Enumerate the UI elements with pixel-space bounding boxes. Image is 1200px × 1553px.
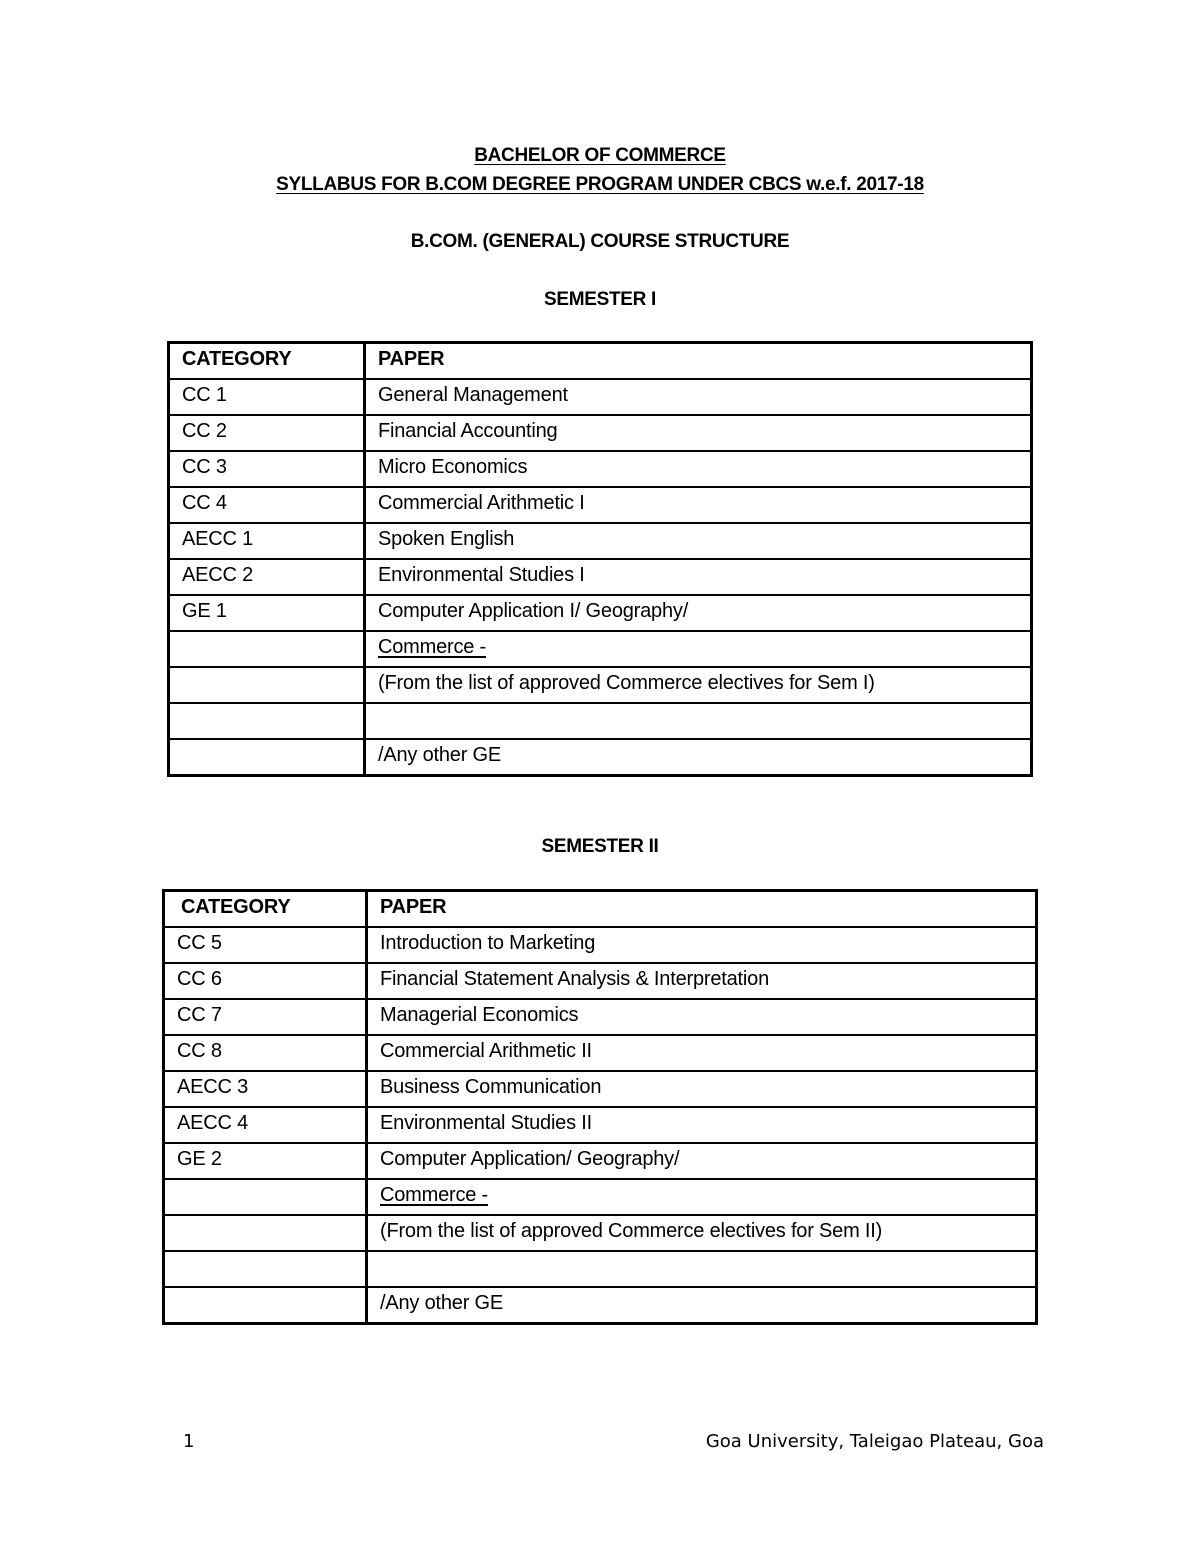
- paper-cell: Micro Economics: [365, 451, 1032, 487]
- category-cell: [169, 667, 365, 703]
- table-row: [164, 1251, 1037, 1287]
- category-cell: CC 3: [169, 451, 365, 487]
- document-subtitle: SYLLABUS FOR B.COM DEGREE PROGRAM UNDER CBCS w.e.f. 2017-18: [276, 174, 924, 195]
- category-cell: AECC 2: [169, 559, 365, 595]
- category-cell: CC 1: [169, 379, 365, 415]
- table-row: [169, 487, 1032, 523]
- column-header-paper: PAPER: [365, 343, 1032, 380]
- paper-cell: Commercial Arithmetic I: [365, 487, 1032, 523]
- category-cell: CC 7: [164, 999, 367, 1035]
- footer-institution: Goa University, Taleigao Plateau, Goa: [705, 1431, 1044, 1452]
- table-row: [169, 595, 1032, 631]
- category-cell: CC 5: [164, 927, 367, 963]
- category-cell: [164, 1251, 367, 1287]
- table-row: [169, 379, 1032, 415]
- paper-cell: Business Communication: [367, 1071, 1037, 1107]
- category-cell: [164, 1287, 367, 1324]
- table-row: [164, 1143, 1037, 1179]
- document-title: BACHELOR OF COMMERCE: [474, 145, 726, 166]
- course-structure-title: B.COM. (GENERAL) COURSE STRUCTURE: [410, 231, 790, 252]
- paper-cell: [365, 703, 1032, 739]
- table-row: [169, 667, 1032, 703]
- table-row: [164, 1107, 1037, 1143]
- paper-cell: General Management: [365, 379, 1032, 415]
- table-row: [164, 999, 1037, 1035]
- paper-cell: (From the list of approved Commerce electives for Sem I): [365, 667, 1032, 703]
- paper-cell: /Any other GE: [367, 1287, 1037, 1324]
- paper-cell: Introduction to Marketing: [367, 927, 1037, 963]
- semester-2-table: [162, 889, 1038, 1325]
- table-header-row: [169, 343, 1032, 380]
- category-cell: [164, 1179, 367, 1215]
- column-header-paper: PAPER: [367, 891, 1037, 928]
- paper-cell: Environmental Studies II: [367, 1107, 1037, 1143]
- category-cell: [169, 631, 365, 667]
- table-row: [164, 1071, 1037, 1107]
- paper-cell: /Any other GE: [365, 739, 1032, 776]
- paper-cell: Computer Application I/ Geography/: [365, 595, 1032, 631]
- category-cell: CC 4: [169, 487, 365, 523]
- table-row: [164, 1035, 1037, 1071]
- paper-cell: (From the list of approved Commerce electives for Sem II): [367, 1215, 1037, 1251]
- category-cell: [169, 739, 365, 776]
- category-cell: CC 2: [169, 415, 365, 451]
- table-row: [169, 559, 1032, 595]
- category-cell: [164, 1215, 367, 1251]
- table-row: [169, 703, 1032, 739]
- paper-cell: Managerial Economics: [367, 999, 1037, 1035]
- paper-cell: Commercial Arithmetic II: [367, 1035, 1037, 1071]
- semester-2-title: SEMESTER II: [541, 836, 659, 857]
- category-cell: AECC 3: [164, 1071, 367, 1107]
- table-row: [169, 631, 1032, 667]
- table-row: [164, 927, 1037, 963]
- column-header-category: CATEGORY: [164, 891, 367, 928]
- paper-cell: [365, 631, 1032, 667]
- category-cell: GE 1: [169, 595, 365, 631]
- category-cell: [169, 703, 365, 739]
- commerce-label: Commerce -: [380, 1184, 489, 1206]
- paper-cell: Financial Accounting: [365, 415, 1032, 451]
- table-row: [164, 963, 1037, 999]
- category-cell: AECC 4: [164, 1107, 367, 1143]
- table-row: [169, 739, 1032, 776]
- table-row: [164, 1287, 1037, 1324]
- table-row: [169, 415, 1032, 451]
- category-cell: CC 8: [164, 1035, 367, 1071]
- paper-cell: Computer Application/ Geography/: [367, 1143, 1037, 1179]
- table-header-row: [164, 891, 1037, 928]
- paper-cell: Spoken English: [365, 523, 1032, 559]
- paper-cell: Financial Statement Analysis & Interpretation: [367, 963, 1037, 999]
- page-number: 1: [183, 1431, 195, 1452]
- category-cell: GE 2: [164, 1143, 367, 1179]
- paper-cell: [367, 1179, 1037, 1215]
- category-cell: AECC 1: [169, 523, 365, 559]
- commerce-label: Commerce -: [378, 636, 487, 658]
- paper-cell: [367, 1251, 1037, 1287]
- column-header-category: CATEGORY: [169, 343, 365, 380]
- category-cell: CC 6: [164, 963, 367, 999]
- table-row: [164, 1215, 1037, 1251]
- table-row: [169, 523, 1032, 559]
- table-row: [169, 451, 1032, 487]
- table-row: [164, 1179, 1037, 1215]
- semester-1-title: SEMESTER I: [543, 289, 657, 310]
- semester-1-table: [167, 341, 1033, 777]
- paper-cell: Environmental Studies I: [365, 559, 1032, 595]
